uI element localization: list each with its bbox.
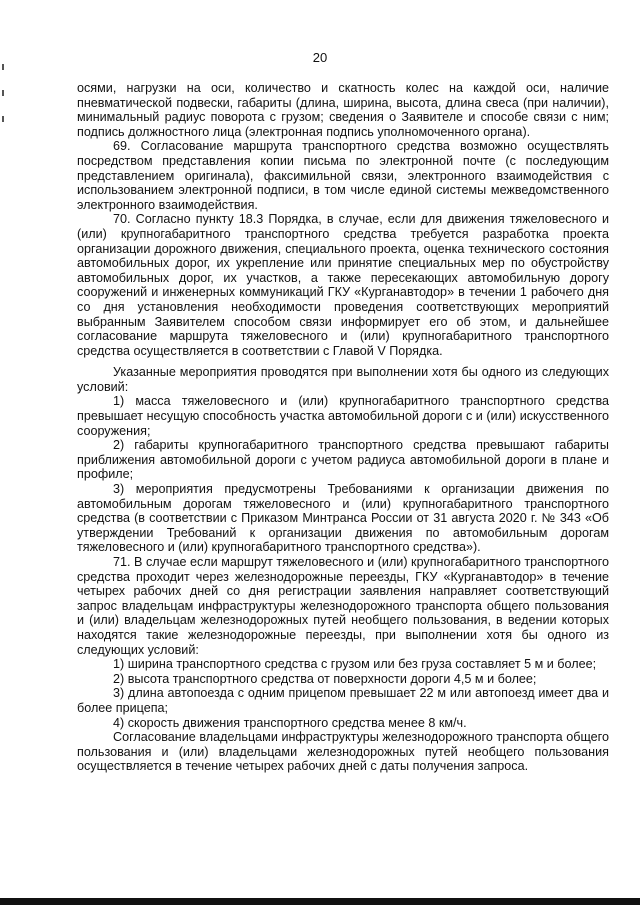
page-number: 20 xyxy=(312,50,328,65)
scan-margin-marks xyxy=(2,64,5,134)
paragraph-69: 69. Согласование маршрута транспортного средства возможно осуществлять посредством представления копии письма по электронной почте (с последующим представлением оригинала), факсимильной связи, электронного взаимодействия с использованием электронной подписи, в том числе единой системы межведомственного электронного взаимодействия. xyxy=(77,139,609,212)
scan-bottom-border xyxy=(0,898,640,905)
condition-item-3: 3) мероприятия предусмотрены Требованиями к организации движения по автомобильным дорогам тяжеловесного и (или) крупногабаритного транспортного средства (в соответствии с Приказом Минтранса России от 31 августа 2020 г. № 343 «Об утверждении Требований к организации движения по автомобильным дорогам тяжеловесного и (или) крупногабаритного транспортного средства»). xyxy=(77,482,609,555)
paragraph-71: 71. В случае если маршрут тяжеловесного и (или) крупногабаритного транспортного средства проходит через железнодорожные переезды, ГКУ «Курганавтодор» в течение четырех рабочих дней со дня регистрации заявления направляет соответствующий запрос владельцам инфраструктуры железнодорожного транспорта общего пользования и (или) владельцам железнодорожных путей необщего пользования, в ведении которых находятся такие железнодорожные переезды, при выполнении хотя бы одного из следующих условий: xyxy=(77,555,609,657)
document-body xyxy=(77,81,609,774)
railway-condition-3: 3) длина автопоезда с одним прицепом превышает 22 м или автопоезд имеет два и более прицепа; xyxy=(77,686,609,715)
railway-condition-2: 2) высота транспортного средства от поверхности дороги 4,5 м и более; xyxy=(113,671,537,686)
paragraph-conditions-intro: Указанные мероприятия проводятся при выполнении хотя бы одного из следующих условий: xyxy=(77,365,609,394)
railway-condition-1: 1) ширина транспортного средства с грузом или без груза составляет 5 м и более; xyxy=(113,657,597,672)
paragraph-70: 70. Согласно пункту 18.3 Порядка, в случае, если для движения тяжеловесного и (или) крупногабаритного транспортного средства требуется разработка проекта организации дорожного движения, специального проекта, оценка технического состояния автомобильных дорог, их укрепление или принятие специальных мер по обустройству автомобильных дорог, их участков, а также пересекающих автомобильную дорогу сооружений и инженерных коммуникаций ГКУ «Курганавтодор» в течении 1 рабочего дня со дня установления необходимости проведения соответствующих мероприятий выбранным Заявителем способом связи информирует его об этом, и дальнейшее согласование маршрута тяжеловесного и (или) крупногабаритного транспортного средства осуществляется в соответствии с Главой V Порядка. xyxy=(77,212,609,358)
railway-condition-4: 4) скорость движения транспортного средства менее 8 км/ч. xyxy=(113,715,467,730)
condition-item-2: 2) габариты крупногабаритного транспортного средства превышают габариты приближения автомобильной дороги с учетом радиуса автомобильной дороги в плане и профиле; xyxy=(77,438,609,482)
condition-item-1: 1) масса тяжеловесного и (или) крупногабаритного транспортного средства превышает несущую способность участка автомобильной дороги с и (или) искусственного сооружения; xyxy=(77,394,609,438)
paragraph-71-final: Согласование владельцами инфраструктуры железнодорожного транспорта общего пользования и (или) владельцами железнодорожных путей необщего пользования осуществляется в течение четырех рабочих дней с даты получения запроса. xyxy=(77,730,609,774)
paragraph-continuation: осями, нагрузки на оси, количество и скатность колес на каждой оси, наличие пневматической подвески, габариты (длина, ширина, высота, длина свеса (при наличии), минимальный радиус поворота с грузом; сведения о Заявителе и способе связи с ним; подпись должностного лица (электронная подпись уполномоченного органа). xyxy=(77,81,609,139)
